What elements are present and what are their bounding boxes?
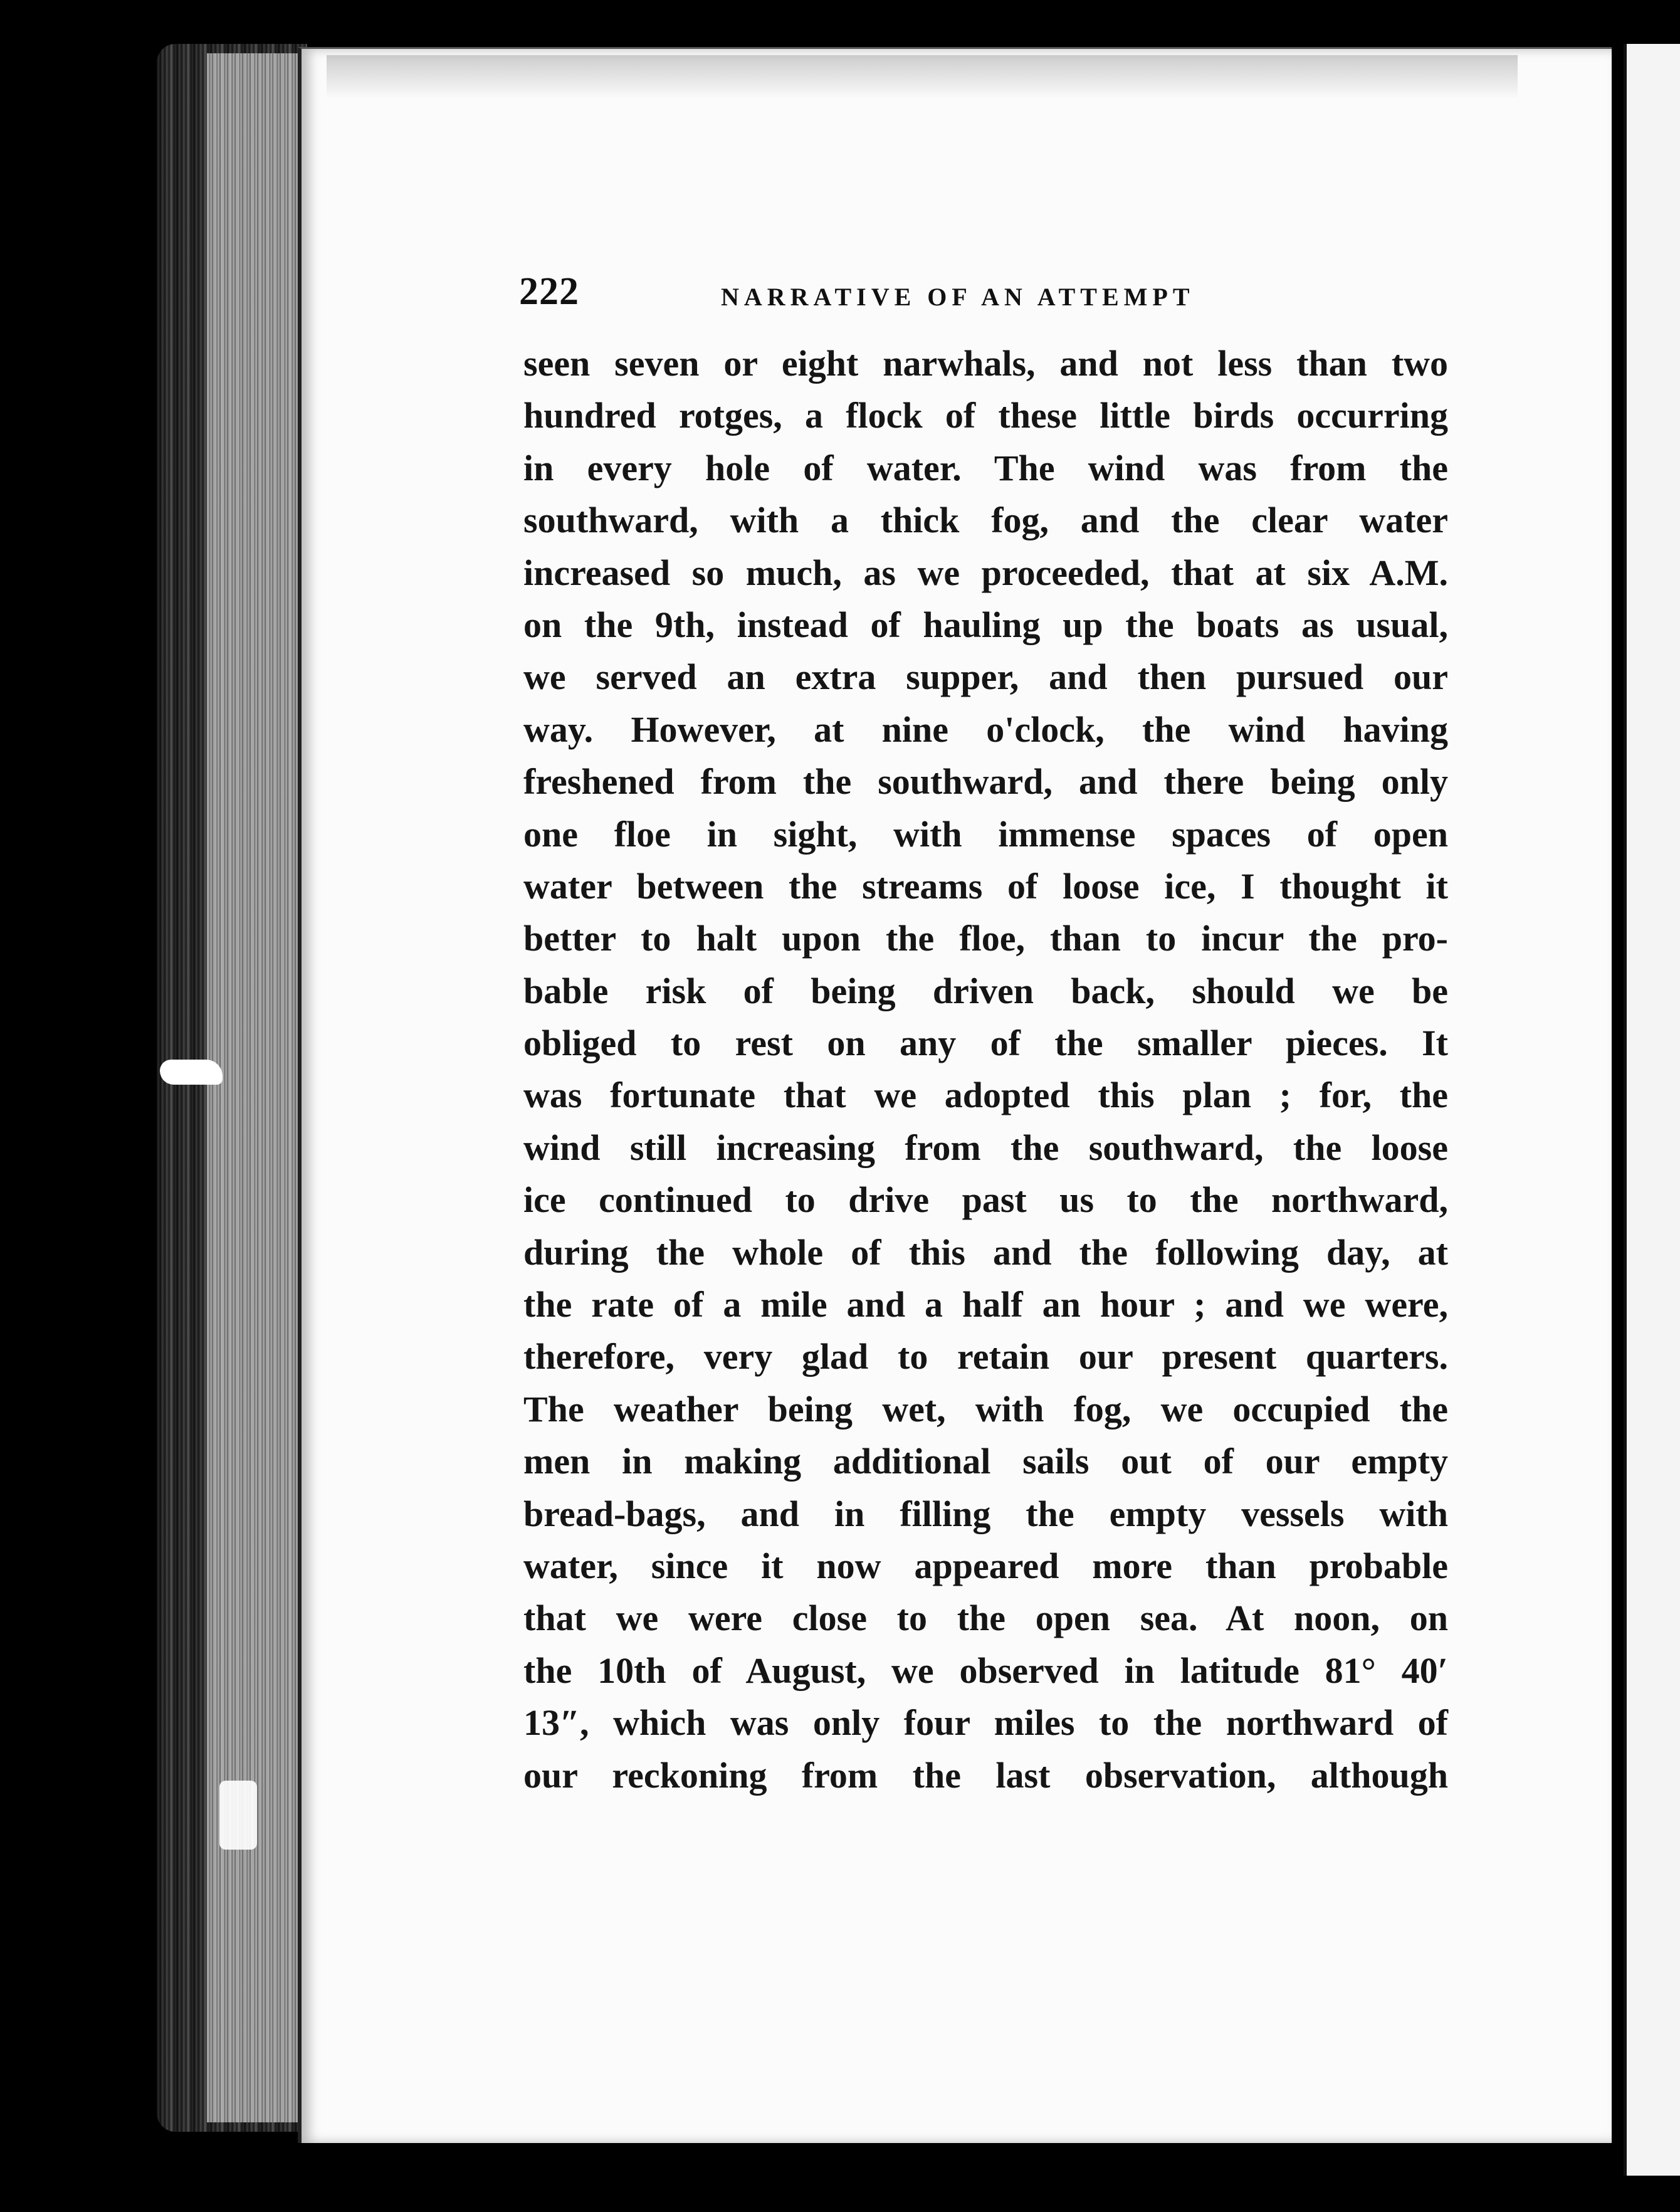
text-line: freshened from the southward, and there being only [523, 761, 1448, 803]
running-title: NARRATIVE OF AN ATTEMPT [721, 283, 1195, 311]
text-line: hundred rotges, a flock of these little birds occurring [523, 395, 1448, 436]
text-line: bread-bags, and in filling the empty vessels with [523, 1493, 1448, 1534]
margin-paper-scrap [219, 1781, 257, 1850]
text-line: that we were close to the open sea. At noon, on [523, 1598, 1448, 1639]
page-top-smudge [327, 55, 1518, 99]
text-line: men in making additional sails out of our empty [523, 1441, 1448, 1482]
text-line: The weather being wet, with fog, we occupied the [523, 1388, 1448, 1430]
text-line: way. However, at nine o'clock, the wind having [523, 708, 1448, 750]
running-head [519, 270, 1259, 320]
text-line: in every hole of water. The wind was from the [523, 447, 1448, 488]
text-line: increased so much, as we proceeded, that at six A.M. [523, 552, 1448, 593]
text-line: better to halt upon the floe, than to incur the pro- [523, 918, 1448, 959]
text-line: during the whole of this and the following day, at [523, 1231, 1448, 1273]
text-line: one floe in sight, with immense spaces of open [523, 813, 1448, 855]
text-line: wind still increasing from the southward, the loose [523, 1127, 1448, 1168]
text-line: we served an extra supper, and then pursued our [523, 656, 1448, 698]
text-line: ice continued to drive past us to the northward, [523, 1179, 1448, 1221]
text-line: on the 9th, instead of hauling up the boats as usual, [523, 604, 1448, 645]
text-line: water, since it now appeared more than probable [523, 1545, 1448, 1586]
text-line: therefore, very glad to retain our present quarters. [523, 1336, 1448, 1377]
text-line: seen seven or eight narwhals, and not less than two [523, 343, 1448, 384]
body-text [523, 337, 1448, 1801]
text-line: bable risk of being driven back, should we be [523, 970, 1448, 1011]
margin-paper-scrap [160, 1060, 223, 1085]
text-line: the rate of a mile and a half an hour ; and we were, [523, 1284, 1448, 1325]
next-page-edge [1624, 44, 1680, 2176]
text-line: southward, with a thick fog, and the clear water [523, 500, 1448, 541]
text-line: was fortunate that we adopted this plan ; for, the [523, 1075, 1448, 1116]
text-line: our reckoning from the last observation, although [523, 1754, 1448, 1796]
text-line: water between the streams of loose ice, I thought it [523, 865, 1448, 907]
text-line: obliged to rest on any of the smaller pieces. It [523, 1023, 1448, 1064]
page-number: 222 [519, 270, 579, 313]
text-line: the 10th of August, we observed in latitude 81° 40′ [523, 1650, 1448, 1691]
text-line: 13″, which was only four miles to the northward of [523, 1702, 1448, 1744]
